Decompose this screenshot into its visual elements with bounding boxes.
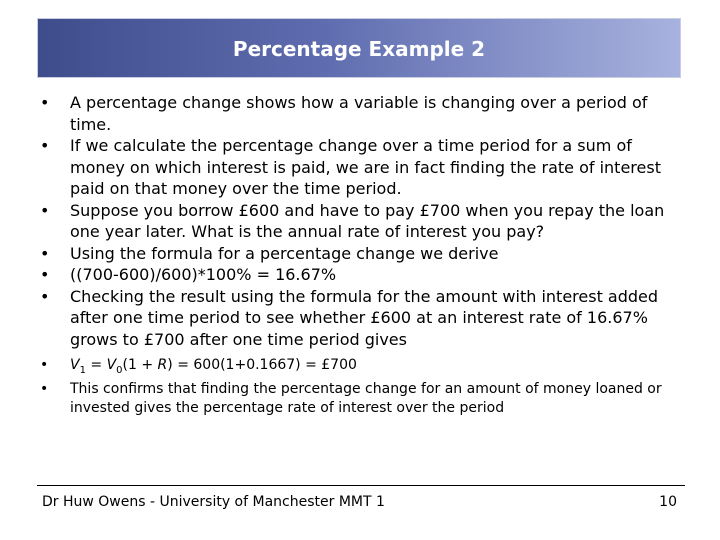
bullet-item xyxy=(40,92,690,135)
bullet-dot: • xyxy=(40,136,50,155)
page-number: 10 xyxy=(659,494,677,510)
formula-v1-sub: 1 xyxy=(79,364,86,376)
bullet-text: This confirms that finding the percentage change for an amount of money loaned or invested gives the percentage rate of interest over the period xyxy=(70,381,662,416)
bullet-text: If we calculate the percentage change over a time period for a sum of money on which interest is paid, we are in fact finding the rate of interest paid on that money over the time period. xyxy=(70,136,661,198)
formula-eq: = xyxy=(85,357,107,373)
formula-v1: V xyxy=(70,357,80,373)
footer-divider xyxy=(37,485,685,486)
footer-credit: Dr Huw Owens - University of Manchester MMT 1 xyxy=(42,494,385,510)
slide-title: Percentage Example 2 xyxy=(232,37,486,61)
bullet-item xyxy=(40,135,690,200)
bullet-item xyxy=(40,200,690,243)
bullet-item xyxy=(40,243,690,265)
formula-v0: V xyxy=(106,357,117,373)
bullet-text: Checking the result using the formula for the amount with interest added after one time period to see whether £600 at an interest rate of 16.67% grows to £700 after one time period gives xyxy=(70,286,659,349)
bullet-item xyxy=(40,264,690,286)
bullet-text: A percentage change shows how a variable is changing over a period of time. xyxy=(70,93,648,134)
bullet-dot: • xyxy=(40,265,50,284)
bullet-dot: • xyxy=(40,93,50,112)
bullet-item xyxy=(40,380,690,417)
bullet-text: ((700-600)/600)*100% = 16.67% xyxy=(70,265,337,284)
bullet-dot: • xyxy=(40,357,49,373)
bullet-dot: • xyxy=(40,200,50,220)
bullet-dot: • xyxy=(40,286,50,306)
bullet-text: Using the formula for a percentage change we derive xyxy=(70,243,499,263)
bullet-text: Suppose you borrow £600 and have to pay £700 when you repay the loan one year later. What is the annual rate of interest you pay? xyxy=(70,200,665,241)
formula-paren: (1 + xyxy=(122,357,158,373)
formula-v0-sub: 0 xyxy=(116,364,123,376)
bullet-list xyxy=(40,92,690,417)
formula-rest: ) = 600(1+0.1667) = £700 xyxy=(167,357,357,373)
formula xyxy=(70,357,357,376)
formula-bullet xyxy=(40,356,690,380)
title-bar xyxy=(37,18,681,78)
bullet-dot: • xyxy=(40,243,50,263)
bullet-item xyxy=(40,286,690,351)
formula-r: R xyxy=(157,357,168,373)
bullet-dot: • xyxy=(40,381,49,398)
